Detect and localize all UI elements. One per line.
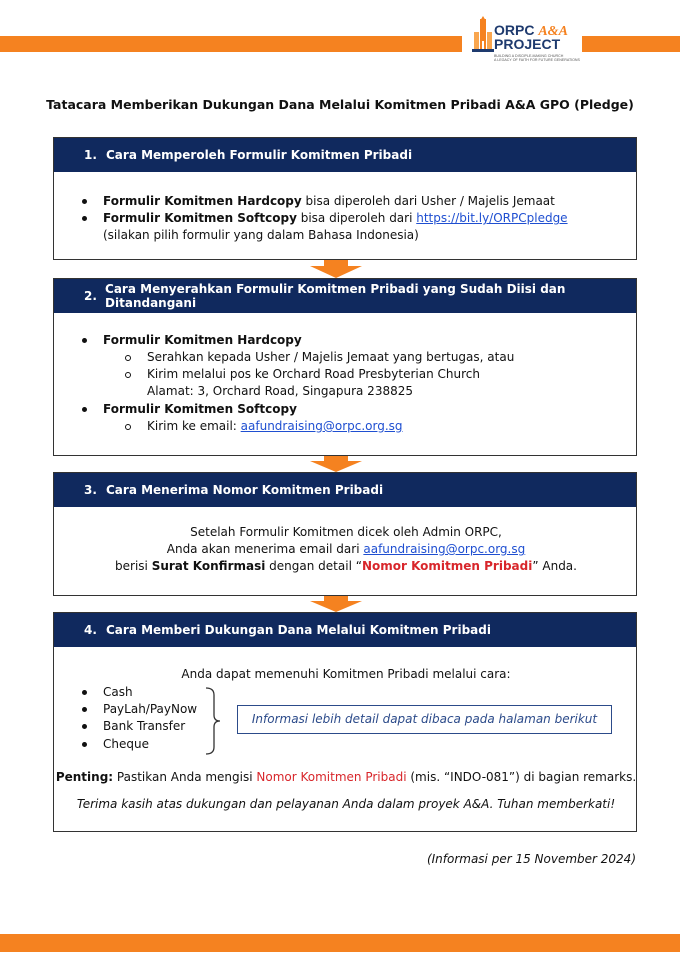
- payment-method-cash: Cash: [103, 685, 133, 699]
- section-2-sub-post: Kirim melalui pos ke Orchard Road Presbyterian Church: [147, 367, 480, 381]
- section-3-box: [53, 472, 637, 596]
- bottom-orange-bar: [0, 934, 680, 952]
- top-orange-bar: [0, 36, 462, 52]
- curly-brace-icon: [204, 687, 222, 755]
- section-2-sub-usher: Serahkan kepada Usher / Majelis Jemaat yang bertugas, atau: [147, 350, 515, 364]
- section-2-address: Alamat: 3, Orchard Road, Singapura 238825: [147, 384, 413, 398]
- down-arrow-icon: [310, 596, 362, 612]
- fundraising-email-link[interactable]: aafundraising@orpc.org.sg: [363, 542, 526, 556]
- section-3-heading: Cara Menerima Nomor Komitmen Pribadi: [106, 483, 384, 497]
- top-orange-bar-right: [582, 36, 680, 52]
- section-3-line-3: berisi Surat Konfirmasi dengan detail “Nomor Komitmen Pribadi” Anda.: [115, 559, 577, 573]
- section-2-bullet-softcopy: Formulir Komitmen Softcopy: [103, 402, 297, 416]
- section-1-bullet-softcopy: Formulir Komitmen Softcopy bisa diperoleh dari https://bit.ly/ORPCpledge: [103, 211, 568, 225]
- payment-method-cheque: Cheque: [103, 737, 149, 751]
- thank-you-message: Terima kasih atas dukungan dan pelayanan Anda dalam proyek A&A. Tuhan memberkati!: [76, 797, 616, 811]
- section-3-header: 3. Cara Menerima Nomor Komitmen Pribadi: [54, 473, 636, 507]
- logo-tagline: BUILDING A DISCIPLE-MAKING CHURCH A LEGACY OF FAITH FOR FUTURE GENERATIONS: [494, 54, 580, 62]
- logo-wordmark: ORPC A&A PROJECT: [494, 22, 568, 52]
- section-1-heading: Cara Memperoleh Formulir Komitmen Pribadi: [106, 148, 413, 162]
- payment-method-paylah: PayLah/PayNow: [103, 702, 198, 716]
- more-info-box: Informasi lebih detail dapat dibaca pada halaman berikut: [237, 705, 612, 734]
- document-title: Tatacara Memberikan Dukungan Dana Melalui Komitmen Pribadi A&A GPO (Pledge): [46, 97, 634, 112]
- section-2-sub-email: Kirim ke email: aafundraising@orpc.org.sg: [147, 419, 403, 433]
- payment-method-bank-transfer: Bank Transfer: [103, 719, 186, 733]
- section-2-heading: Cara Menyerahkan Formulir Komitmen Pribadi yang Sudah Diisi dan Ditandangani: [105, 282, 566, 310]
- info-date-note: (Informasi per 15 November 2024): [426, 852, 636, 866]
- section-4-heading: Cara Memberi Dukungan Dana Melalui Komitmen Pribadi: [106, 623, 491, 637]
- pledge-form-link[interactable]: https://bit.ly/ORPCpledge: [416, 211, 568, 225]
- section-1-note: (silakan pilih formulir yang dalam Bahasa Indonesia): [103, 228, 419, 242]
- section-3-line-2: Anda akan menerima email dari aafundraising@orpc.org.sg: [166, 542, 526, 556]
- section-2-bullet-hardcopy: Formulir Komitmen Hardcopy: [103, 333, 302, 347]
- section-3-line-1: Setelah Formulir Komitmen dicek oleh Admin ORPC,: [190, 525, 502, 539]
- down-arrow-icon: [310, 260, 362, 278]
- section-2-header: 2. Cara Menyerahkan Formulir Komitmen Pribadi yang Sudah Diisi dan Ditandangani: [54, 279, 636, 313]
- section-1-bullet-hardcopy: Formulir Komitmen Hardcopy bisa diperoleh dari Usher / Majelis Jemaat: [103, 194, 555, 208]
- section-1-box: [53, 137, 637, 260]
- fundraising-email-link[interactable]: aafundraising@orpc.org.sg: [240, 419, 403, 433]
- section-4-header: 4. Cara Memberi Dukungan Dana Melalui Komitmen Pribadi: [54, 613, 636, 647]
- section-2-box: [53, 278, 637, 456]
- important-note: Penting: Pastikan Anda mengisi Nomor Komitmen Pribadi (mis. “INDO-081”) di bagian remarks.: [55, 770, 637, 784]
- section-1-header: 1. Cara Memperoleh Formulir Komitmen Pribadi: [54, 138, 636, 172]
- church-building-icon: [472, 16, 494, 56]
- orpc-aa-logo: [470, 14, 582, 68]
- down-arrow-icon: [310, 456, 362, 472]
- section-4-box: [53, 612, 637, 832]
- section-4-intro: Anda dapat memenuhi Komitmen Pribadi melalui cara:: [181, 667, 511, 681]
